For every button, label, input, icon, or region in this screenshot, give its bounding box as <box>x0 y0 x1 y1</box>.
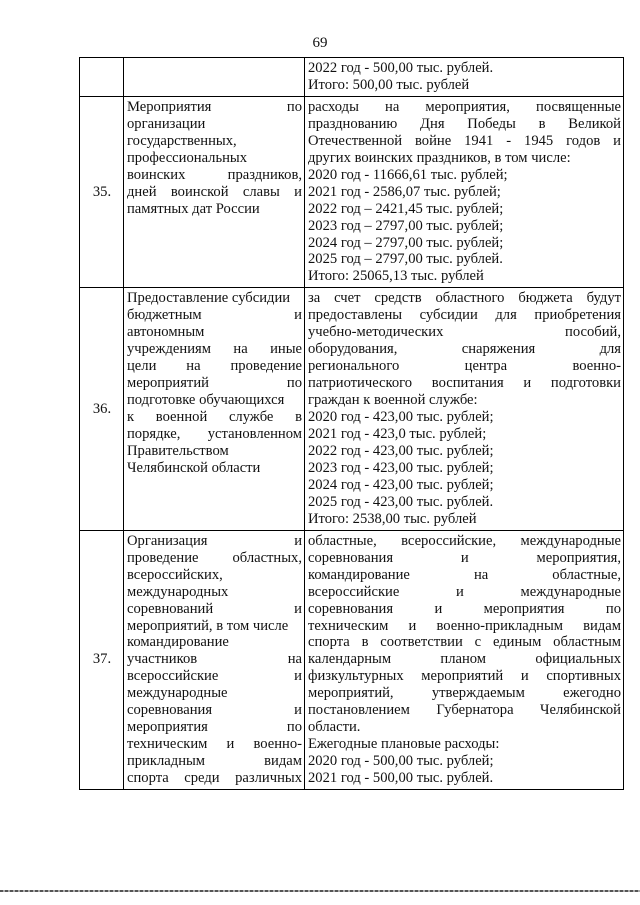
text-line: воинских праздников, <box>127 166 302 183</box>
text-line: 2020 год - 11666,61 тыс. рублей; <box>308 166 508 183</box>
text-line: Итого: 25065,13 тыс. рублей <box>308 268 484 285</box>
page-number: 69 <box>312 35 328 51</box>
measure-description-cell <box>305 58 624 97</box>
text-line: Челябинской области <box>127 459 261 476</box>
measure-description-cell <box>305 530 624 789</box>
text-line: за счет средств областного бюджета будут <box>308 290 621 307</box>
measure-name-cell <box>124 530 305 789</box>
measures-table <box>79 57 624 790</box>
text-line: дней воинской славы и <box>127 183 302 200</box>
text-line: международные <box>127 685 228 702</box>
text-line: международных <box>127 583 229 600</box>
text-line: всероссийские и <box>127 668 302 685</box>
text-line: мероприятия по <box>127 719 302 736</box>
text-line: участников на <box>127 651 302 668</box>
text-line: области. <box>308 719 361 736</box>
measure-name-cell <box>124 58 305 97</box>
text-line: к военной службе в <box>127 409 302 426</box>
text-line: всероссийские и международные <box>308 583 621 600</box>
table-body <box>80 58 624 790</box>
table-row <box>80 288 624 530</box>
text-line: спорта среди различных <box>127 770 302 787</box>
row-number: 36. <box>80 288 124 530</box>
text-line: областные, всероссийские, международные <box>308 532 621 549</box>
text-line: 2024 год – 2797,00 тыс. рублей; <box>308 234 504 251</box>
text-line: Правительством <box>127 442 229 459</box>
text-line: Предоставление субсидии <box>127 290 291 307</box>
text-line: других воинских праздников, в том числе: <box>308 149 571 166</box>
text-line: 2022 год - 500,00 тыс. рублей. <box>308 60 494 76</box>
text-line: организации <box>127 115 206 132</box>
text-line: 2022 год - 423,00 тыс. рублей; <box>308 442 494 459</box>
text-line: государственных, <box>127 132 237 149</box>
text-line: 2021 год - 2586,07 тыс. рублей; <box>308 183 501 200</box>
table-row <box>80 96 624 287</box>
measure-name-cell <box>124 288 305 530</box>
text-line: 2020 год - 423,00 тыс. рублей; <box>308 409 494 426</box>
text-line: празднованию Дня Победы в Великой <box>308 115 621 132</box>
text-line: календарным планом официальных <box>308 651 621 668</box>
text-line: памятных дат России <box>127 200 260 217</box>
text-line: соревнования и <box>127 702 302 719</box>
row-number: 35. <box>80 96 124 287</box>
text-line: техническим и военно-прикладным видам <box>308 617 621 634</box>
text-line: профессиональных <box>127 149 248 166</box>
text-line: граждан к военной службе: <box>308 392 478 409</box>
text-line: соревнований и <box>127 600 302 617</box>
text-line: порядке, установленном <box>127 426 302 443</box>
text-line: Организация и <box>127 532 302 549</box>
text-line: 2023 год – 2797,00 тыс. рублей; <box>308 217 504 234</box>
text-line: предоставлены субсидии для приобретения <box>308 307 621 324</box>
text-line: соревнования и мероприятия по <box>308 600 621 617</box>
text-line: 2023 год - 423,00 тыс. рублей; <box>308 459 494 476</box>
text-line: физкультурных мероприятий и спортивных <box>308 668 621 685</box>
text-line: Итого: 2538,00 тыс. рублей <box>308 510 477 527</box>
text-line: командирование <box>127 634 229 651</box>
row-number <box>80 58 124 97</box>
text-line: прикладным видам <box>127 753 302 770</box>
text-line: 2024 год - 423,00 тыс. рублей; <box>308 476 494 493</box>
text-line: всероссийских, <box>127 566 223 583</box>
table-row <box>80 58 624 97</box>
text-line: мероприятий, в том числе <box>127 617 289 634</box>
text-line: постановлением Губернатора Челябинской <box>308 702 621 719</box>
measure-description-cell <box>305 96 624 287</box>
scan-edge-rule <box>0 890 640 892</box>
text-line: автономным <box>127 324 205 341</box>
text-line: соревнования и мероприятия, <box>308 549 621 566</box>
text-line: оборудования, снаряжения для <box>308 341 621 358</box>
measure-name-cell <box>124 96 305 287</box>
text-line: Отечественной войне 1941 - 1945 годов и <box>308 132 621 149</box>
text-line: подготовке обучающихся <box>127 392 285 409</box>
text-line: мероприятий по <box>127 375 302 392</box>
text-line: Ежегодные плановые расходы: <box>308 736 500 753</box>
text-line: 2021 год - 423,0 тыс. рублей; <box>308 426 487 443</box>
text-line: 2025 год – 2797,00 тыс. рублей. <box>308 251 503 268</box>
text-line: регионального центра военно- <box>308 358 621 375</box>
text-line: 2021 год - 500,00 тыс. рублей. <box>308 770 494 787</box>
text-line: Итого: 500,00 тыс. рублей <box>308 76 470 93</box>
text-line: патриотического воспитания и подготовки <box>308 375 621 392</box>
text-line: 2020 год - 500,00 тыс. рублей; <box>308 753 494 770</box>
text-line: учреждениям на иные <box>127 341 302 358</box>
measure-description-cell <box>305 288 624 530</box>
text-line: командирование на областные, <box>308 566 621 583</box>
text-line: расходы на мероприятия, посвященные <box>308 98 621 115</box>
row-number: 37. <box>80 530 124 789</box>
table-row <box>80 530 624 789</box>
text-line: Мероприятия по <box>127 98 302 115</box>
text-line: цели на проведение <box>127 358 302 375</box>
text-line: техническим и военно- <box>127 736 302 753</box>
text-line: проведение областных, <box>127 549 302 566</box>
text-line: 2025 год - 423,00 тыс. рублей. <box>308 493 494 510</box>
text-line: мероприятий, утверждаемым ежегодно <box>308 685 621 702</box>
text-line: бюджетным и <box>127 307 302 324</box>
text-line: спорта в соответствии с единым областным <box>308 634 621 651</box>
text-line: учебно-методических пособий, <box>308 324 621 341</box>
text-line: 2022 год – 2421,45 тыс. рублей; <box>308 200 504 217</box>
